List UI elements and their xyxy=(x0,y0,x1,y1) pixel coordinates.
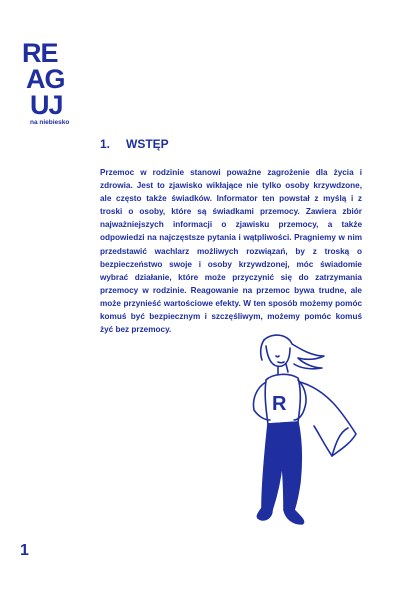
logo xyxy=(22,40,76,126)
section-number: 1. xyxy=(100,137,111,151)
section-title: WSTĘP xyxy=(126,137,169,151)
shirt-letter: R xyxy=(272,393,287,415)
superhero-woman-illustration xyxy=(232,332,372,546)
logo-subtitle: na niebiesko xyxy=(30,119,70,126)
page-number: 1 xyxy=(20,542,29,559)
section-heading xyxy=(100,137,169,151)
body-paragraph: Przemoc w rodzinie stanowi poważne zagrożenie dla życia i zdrowia. Jest to zjawisko wikłające nie tylko osoby krzywdzone, ale często także świadków. Informator ten powstał z myślą i z troski o osoby, które są świadkami przemocy. Zawiera zbiór najważniejszych informacji o zjawisku przemocy, a także odpowiedzi na najczęstsze pytania i wątpliwości. Pragniemy w nim przedstawić wachlarz możliwych rozwiązań, by z troską o bezpieczeństwo swoje i osoby krzywdzonej, móc świadomie wybrać działanie, które może przyczynić się do zatrzymania przemocy w rodzinie. Reagowanie na przemoc bywa trudne, ale może przynieść wartościowe efekty. W ten sposób możemy pomóc komuś być bezpiecznym i szczęśliwym, możemy pomóc komuś żyć bez przemocy. xyxy=(100,168,362,335)
logo-line-1: RE xyxy=(22,38,58,68)
logo-line-2: AG xyxy=(26,64,65,94)
logo-line-3: UJ xyxy=(30,90,63,120)
